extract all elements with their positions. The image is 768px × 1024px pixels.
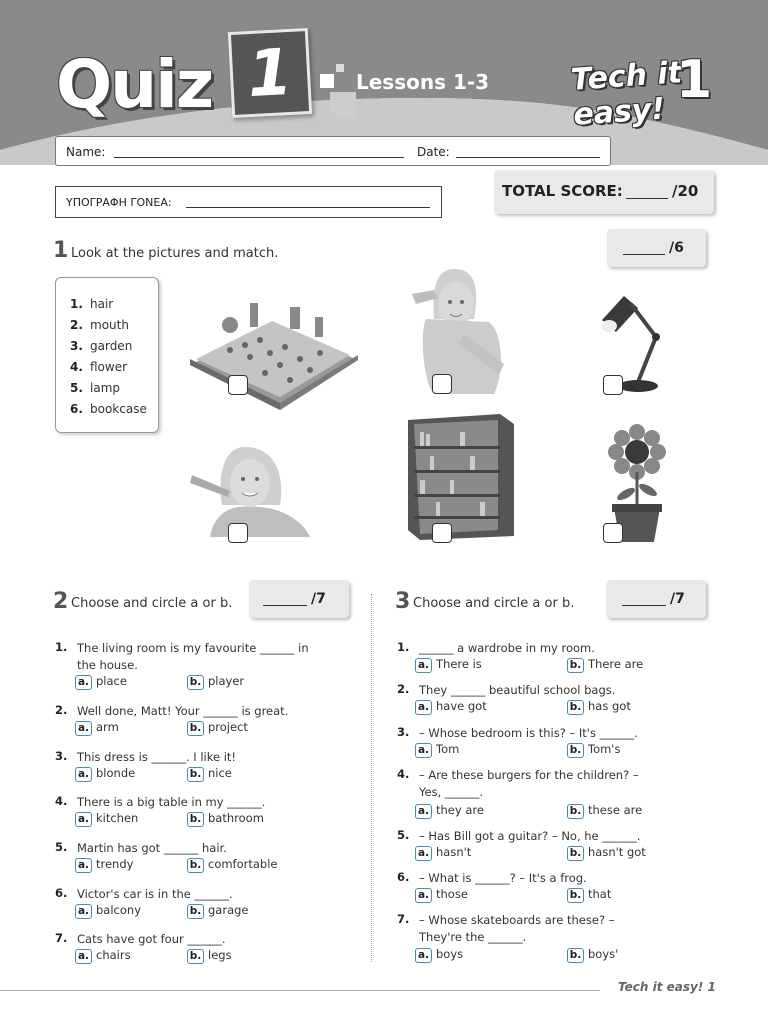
parent-signature-label: ΥΠΟΓΡΑΦΗ ΓΟΝΕΑ: (66, 196, 172, 209)
section2-number: 2 (53, 589, 69, 614)
section3-question: 7. – Whose skateboards are these? – They're the ______. a. boys b. boys' (397, 912, 619, 961)
option-a[interactable]: a. Tom (415, 742, 459, 758)
footer-rule (0, 990, 600, 991)
section1-score-max: /6 (669, 240, 684, 256)
option-b[interactable]: b. has got (567, 699, 631, 715)
section3-score-field[interactable] (622, 605, 666, 606)
option-a[interactable]: a. hasn't (415, 845, 471, 861)
decor-square (330, 92, 356, 118)
section1-number: 1 (53, 238, 69, 263)
quiz-title: Quiz (56, 46, 213, 123)
option-a[interactable]: a. they are (415, 803, 484, 819)
date-field[interactable] (456, 157, 600, 158)
section3-question: 5. – Has Bill got a guitar? – No, he ______. a. hasn't b. hasn't got (397, 828, 646, 859)
option-b[interactable]: b. project (187, 720, 248, 736)
total-score-box (494, 170, 714, 214)
option-a[interactable]: a. There is (415, 657, 482, 673)
lessons-label: Lessons 1-3 (356, 70, 490, 94)
date-label: Date: (417, 145, 450, 159)
section3-question: 6. – What is ______? – It's a frog. a. those b. that (397, 870, 612, 901)
parent-signature-field[interactable] (186, 207, 430, 208)
mouth-picture (190, 445, 316, 537)
list-item: 3. garden (70, 339, 133, 353)
option-b[interactable]: b. nice (187, 766, 232, 782)
section2-question: 1. The living room is my favourite ______ in the house. a. place b. player (55, 640, 309, 688)
option-b[interactable]: b. There are (567, 657, 643, 673)
garden-picture (190, 295, 358, 410)
list-item: 2. mouth (70, 318, 129, 332)
section2-question: 6. Victor's car is in the ______. a. balcony b. garage (55, 886, 249, 917)
decor-square (336, 64, 344, 72)
section3-number: 3 (395, 589, 411, 614)
option-a[interactable]: a. chairs (75, 948, 131, 964)
quiz-number-badge (228, 28, 312, 118)
name-date-box (55, 136, 611, 166)
list-item: 5. lamp (70, 381, 120, 395)
word-list-box (55, 277, 159, 433)
logo-number: 1 (676, 50, 713, 110)
option-b[interactable]: b. hasn't got (567, 845, 646, 861)
section2-instruction: Choose and circle a or b. (71, 596, 233, 611)
option-b[interactable]: b. that (567, 887, 611, 903)
option-a[interactable]: a. have got (415, 699, 487, 715)
section2-score-box (249, 580, 349, 618)
section3-question: 4. – Are these burgers for the children? – Yes, ______. a. they are b. these are (397, 767, 643, 817)
option-b[interactable]: b. these are (567, 803, 642, 819)
section3-score-box (606, 580, 706, 618)
section3-question: 3. – Whose bedroom is this? – It's ______. a. Tom b. Tom's (397, 725, 638, 756)
lamp-answer-box[interactable] (603, 375, 623, 395)
option-b[interactable]: b. Tom's (567, 742, 620, 758)
option-a[interactable]: a. trendy (75, 857, 133, 873)
mouth-answer-box[interactable] (228, 523, 248, 543)
hair-picture (404, 264, 512, 394)
section2-question: 5. Martin has got ______ hair. a. trendy b. comfortable (55, 840, 278, 871)
total-score-max: /20 (672, 182, 699, 200)
total-score-label: TOTAL SCORE: (502, 182, 623, 200)
option-a[interactable]: a. balcony (75, 903, 141, 919)
section2-question: 3. This dress is ______. I like it! a. blonde b. nice (55, 749, 237, 780)
list-item: 4. flower (70, 360, 128, 374)
option-b[interactable]: b. comfortable (187, 857, 278, 873)
bookcase-picture (400, 412, 518, 540)
option-a[interactable]: a. boys (415, 947, 463, 963)
option-a[interactable]: a. those (415, 887, 468, 903)
section1-score-box (607, 229, 706, 267)
section3-instruction: Choose and circle a or b. (413, 596, 575, 611)
section1-score-field[interactable] (623, 254, 665, 255)
logo-text: Tech it easy! (569, 55, 684, 133)
option-a[interactable]: a. blonde (75, 766, 135, 782)
section3-question: 2. They ______ beautiful school bags. a. have got b. has got (397, 682, 631, 713)
option-a[interactable]: a. arm (75, 720, 119, 736)
option-b[interactable]: b. boys' (567, 947, 618, 963)
option-b[interactable]: b. legs (187, 948, 232, 964)
column-divider (371, 594, 372, 962)
list-item: 1. hair (70, 297, 114, 311)
section2-question: 7. Cats have got four ______. a. chairs b. legs (55, 931, 232, 962)
name-field[interactable] (114, 157, 404, 158)
section1-instruction: Look at the pictures and match. (71, 246, 279, 261)
footer-brand: Tech it easy! 1 (618, 980, 716, 994)
quiz-number: 1 (245, 35, 295, 113)
option-a[interactable]: a. kitchen (75, 811, 138, 827)
hair-answer-box[interactable] (432, 374, 452, 394)
parent-signature-box (55, 186, 442, 218)
section2-score-max: /7 (311, 591, 326, 607)
option-b[interactable]: b. player (187, 674, 244, 690)
section2-question: 2. Well done, Matt! Your ______ is great. a. arm b. project (55, 703, 289, 734)
section3-score-max: /7 (670, 591, 685, 607)
option-b[interactable]: b. bathroom (187, 811, 264, 827)
flower-answer-box[interactable] (603, 523, 623, 543)
decor-square (320, 74, 334, 88)
section2-score-field[interactable] (263, 605, 307, 606)
bookcase-answer-box[interactable] (432, 523, 452, 543)
name-label: Name: (66, 145, 106, 159)
list-item: 6. bookcase (70, 402, 147, 416)
total-score-field[interactable] (626, 198, 668, 199)
section3-question: 1. ______ a wardrobe in my room. a. There is b. There are (397, 640, 644, 671)
option-b[interactable]: b. garage (187, 903, 249, 919)
section2-question: 4. There is a big table in my ______. a. kitchen b. bathroom (55, 794, 266, 825)
option-a[interactable]: a. place (75, 674, 127, 690)
garden-answer-box[interactable] (228, 375, 248, 395)
